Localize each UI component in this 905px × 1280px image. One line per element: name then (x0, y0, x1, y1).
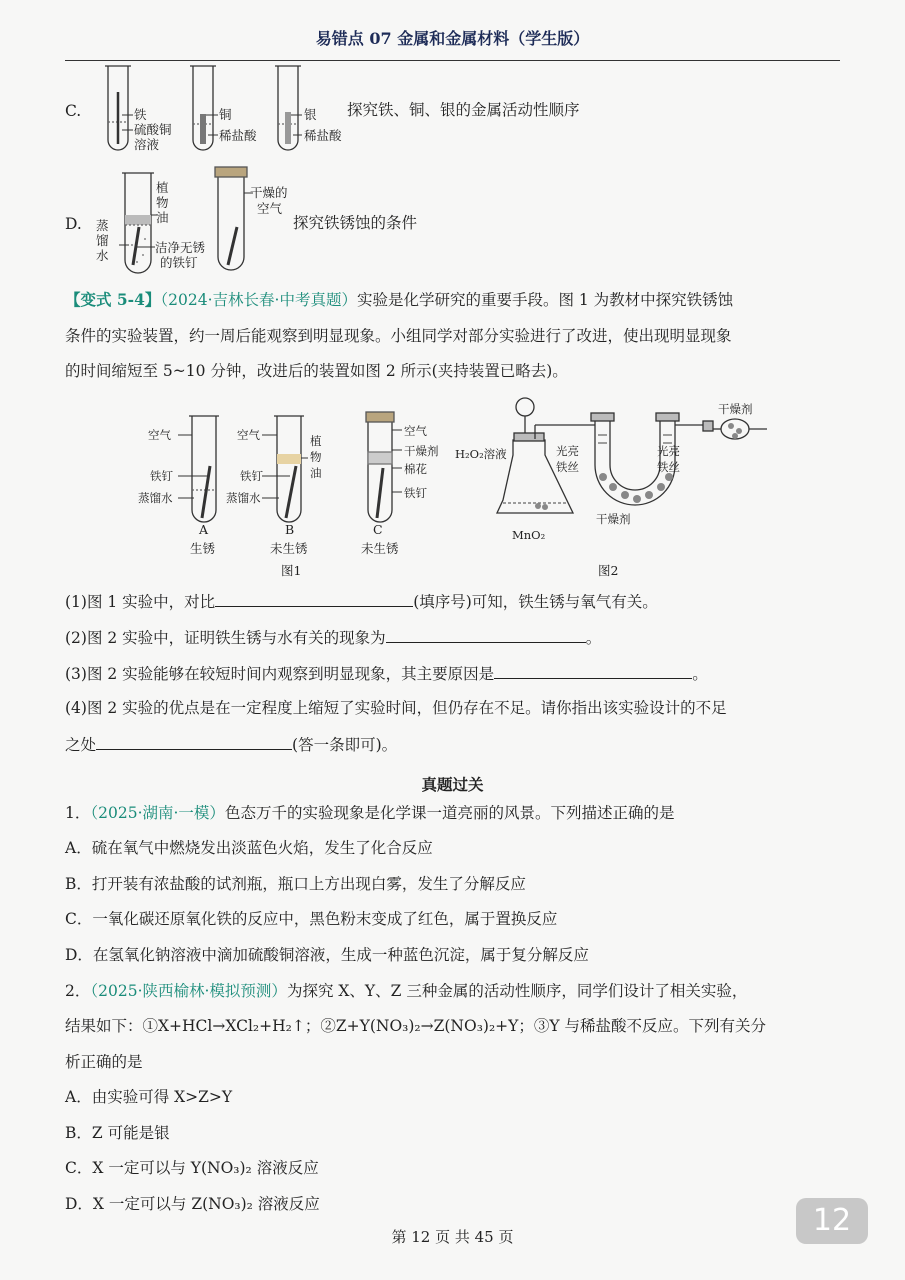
tube3-label-hcl: 稀盐酸 (304, 128, 342, 143)
problem-1-option-c[interactable]: C．一氧化碳还原氧化铁的反应中，黑色粉末变成了红色，属于置换反应 (65, 910, 558, 928)
test-tube-2 (190, 66, 216, 150)
nail-label-2: 的铁钉 (160, 255, 198, 270)
variant-source: （2024·吉林长春·中考真题） (160, 291, 357, 309)
test-tube-1 (105, 66, 131, 150)
distilled-label-3: 水 (96, 248, 109, 263)
problem-2-option-b[interactable]: B．Z 可能是银 (65, 1124, 170, 1142)
figure2-diagram (495, 395, 775, 535)
question-2-end: 。 (585, 629, 602, 647)
problem-2-source: （2025·陕西榆林·模拟预测） (90, 982, 287, 1000)
problem-1-option-b[interactable]: B．打开装有浓盐酸的试剂瓶，瓶口上方出现白雾，发生了分解反应 (65, 875, 526, 893)
question-1-text-b: (填序号)可知，铁生锈与氧气有关。 (413, 593, 658, 611)
oil-label-3: 油 (156, 210, 169, 225)
variant-text-1: 实验是化学研究的重要手段。图 1 为教材中探究铁锈蚀 (356, 291, 734, 309)
fig1-caption: 图1 (281, 563, 302, 578)
tube1-label-solution: 溶液 (134, 137, 160, 152)
option-d-description: 探究铁锈蚀的条件 (293, 214, 418, 232)
section-title: 真题过关 (421, 775, 484, 794)
fig1-c-letter: C (373, 522, 383, 537)
question-3 (65, 662, 708, 684)
fig2-caption: 图2 (598, 563, 619, 578)
tube2-label-hcl: 稀盐酸 (219, 128, 257, 143)
question-3-text: (3)图 2 实验能够在较短时间内观察到明显现象，其主要原因是 (65, 665, 495, 683)
question-2 (65, 626, 601, 648)
fig1-c-desiccant: 干燥剂 (404, 444, 439, 458)
page-footer: 第 12 页 共 45 页 (391, 1228, 514, 1246)
fig2-wire-left-1: 光亮 (556, 444, 579, 458)
header-divider (65, 60, 840, 61)
oil-label-2: 物 (156, 195, 169, 210)
problem-1-text: 色态万千的实验现象是化学课一道亮丽的风景。下列描述正确的是 (224, 804, 675, 822)
problem-2-number: 2． (65, 982, 91, 1000)
answer-blank-2[interactable] (386, 626, 586, 643)
question-4-line-2 (65, 733, 397, 755)
option-c-letter: C. (65, 102, 82, 120)
problem-2-stem-line-2: 结果如下：①X+HCl→XCl₂+H₂↑；②Z+Y(NO₃)₂→Z(NO₃)₂+Y；③Y 与稀盐酸不反应。下列有关分 (65, 1017, 767, 1035)
test-tube-3 (275, 66, 301, 150)
answer-blank-4[interactable] (96, 733, 292, 750)
fig1-c-cotton: 棉花 (404, 462, 427, 476)
fig1-c-nail: 铁钉 (404, 486, 427, 500)
variant-line-3: 的时间缩短至 5~10 分钟，改进后的装置如图 2 所示(夹持装置已略去)。 (65, 362, 568, 380)
distilled-label-1: 蒸 (96, 218, 109, 233)
page-number-badge[interactable]: 12 (796, 1198, 868, 1244)
fig2-wire-right-2: 铁丝 (657, 460, 680, 474)
fig2-desiccant-bottom: 干燥剂 (596, 512, 631, 526)
tube2-label-copper: 铜 (219, 107, 232, 122)
tube3-label-silver: 银 (304, 107, 317, 122)
fig2-mno2-label: MnO₂ (512, 528, 546, 542)
fig1-b-nail: 铁钉 (240, 469, 263, 483)
problem-1-number: 1． (65, 804, 91, 822)
problem-2-text-1: 为探究 X、Y、Z 三种金属的活动性顺序，同学们设计了相关实验， (286, 982, 748, 1000)
problem-2-option-d[interactable]: D．X 一定可以与 Z(NO₃)₂ 溶液反应 (65, 1195, 320, 1213)
fig1-b-air: 空气 (237, 428, 260, 442)
problem-2-option-c[interactable]: C．X 一定可以与 Y(NO₃)₂ 溶液反应 (65, 1159, 319, 1177)
question-4-text-b: (答一条即可)。 (292, 736, 398, 754)
fig1-b-letter: B (285, 522, 295, 537)
question-3-end: 。 (692, 665, 708, 683)
answer-blank-1[interactable] (215, 590, 413, 607)
dry-air-label-2: 空气 (257, 201, 283, 216)
fig1-c-air: 空气 (404, 424, 427, 438)
tube1-label-cuso4: 硫酸铜 (134, 122, 172, 137)
problem-1-option-d[interactable]: D．在氢氧化钠溶液中滴加硫酸铜溶液，生成一种蓝色沉淀，属于复分解反应 (65, 946, 589, 964)
figure1-diagram (180, 410, 430, 535)
tube1-label-iron: 铁 (134, 107, 147, 122)
fig1-a-water: 蒸馏水 (138, 491, 173, 505)
question-2-text: (2)图 2 实验中，证明铁生锈与水有关的现象为 (65, 629, 386, 647)
fig1-b-oil-1: 植 (310, 434, 322, 448)
variant-line-1 (65, 290, 733, 310)
fig1-c-state: 未生锈 (361, 541, 399, 556)
fig1-a-letter: A (199, 522, 209, 537)
fig1-b-oil-3: 油 (310, 466, 322, 480)
answer-blank-3[interactable] (494, 662, 692, 679)
distilled-label-2: 馏 (96, 233, 109, 248)
fig1-b-water: 蒸馏水 (226, 491, 261, 505)
problem-2-option-a[interactable]: A．由实验可得 X>Z>Y (65, 1088, 233, 1106)
problem-1-source: （2025·湖南·一模） (90, 804, 225, 822)
problem-1-option-a[interactable]: A．硫在氧气中燃烧发出淡蓝色火焰，发生了化合反应 (65, 839, 433, 857)
problem-1-stem (65, 803, 674, 823)
fig2-wire-right-1: 光亮 (657, 444, 680, 458)
fig2-wire-left-2: 铁丝 (556, 460, 579, 474)
option-d-letter: D. (65, 215, 82, 233)
fig1-b-state: 未生锈 (270, 541, 308, 556)
option-c-description: 探究铁、铜、银的金属活动性顺序 (347, 101, 580, 119)
question-1-text-a: (1)图 1 实验中，对比 (65, 593, 216, 611)
variant-tag: 【变式 5-4】 (65, 290, 161, 309)
question-4-line-1: (4)图 2 实验的优点是在一定程度上缩短了实验时间，但仍存在不足。请你指出该实验设计的不足 (65, 699, 727, 717)
page-header-title: 易错点 07 金属和金属材料（学生版） (315, 29, 590, 48)
problem-2-stem-line-1 (65, 981, 747, 1001)
problem-2-stem-line-3: 析正确的是 (65, 1053, 143, 1071)
variant-line-2: 条件的实验装置，约一周后能观察到明显现象。小组同学对部分实验进行了改进，使出现明显现象 (65, 327, 732, 345)
question-1 (65, 590, 658, 612)
fig1-a-air: 空气 (148, 428, 171, 442)
question-4-text-a: 之处 (65, 736, 97, 754)
oil-label-1: 植 (156, 180, 169, 195)
fig2-desiccant-top: 干燥剂 (718, 402, 753, 416)
dry-air-label-1: 干燥的 (250, 185, 288, 200)
fig1-a-nail: 铁钉 (150, 469, 173, 483)
option-d-tubes-diagram (115, 165, 315, 280)
nail-label-1: 洁净无锈 (155, 240, 206, 255)
fig1-a-state: 生锈 (190, 541, 216, 556)
fig2-h2o2-label: H₂O₂溶液 (455, 447, 507, 461)
fig1-b-oil-2: 物 (310, 450, 322, 464)
